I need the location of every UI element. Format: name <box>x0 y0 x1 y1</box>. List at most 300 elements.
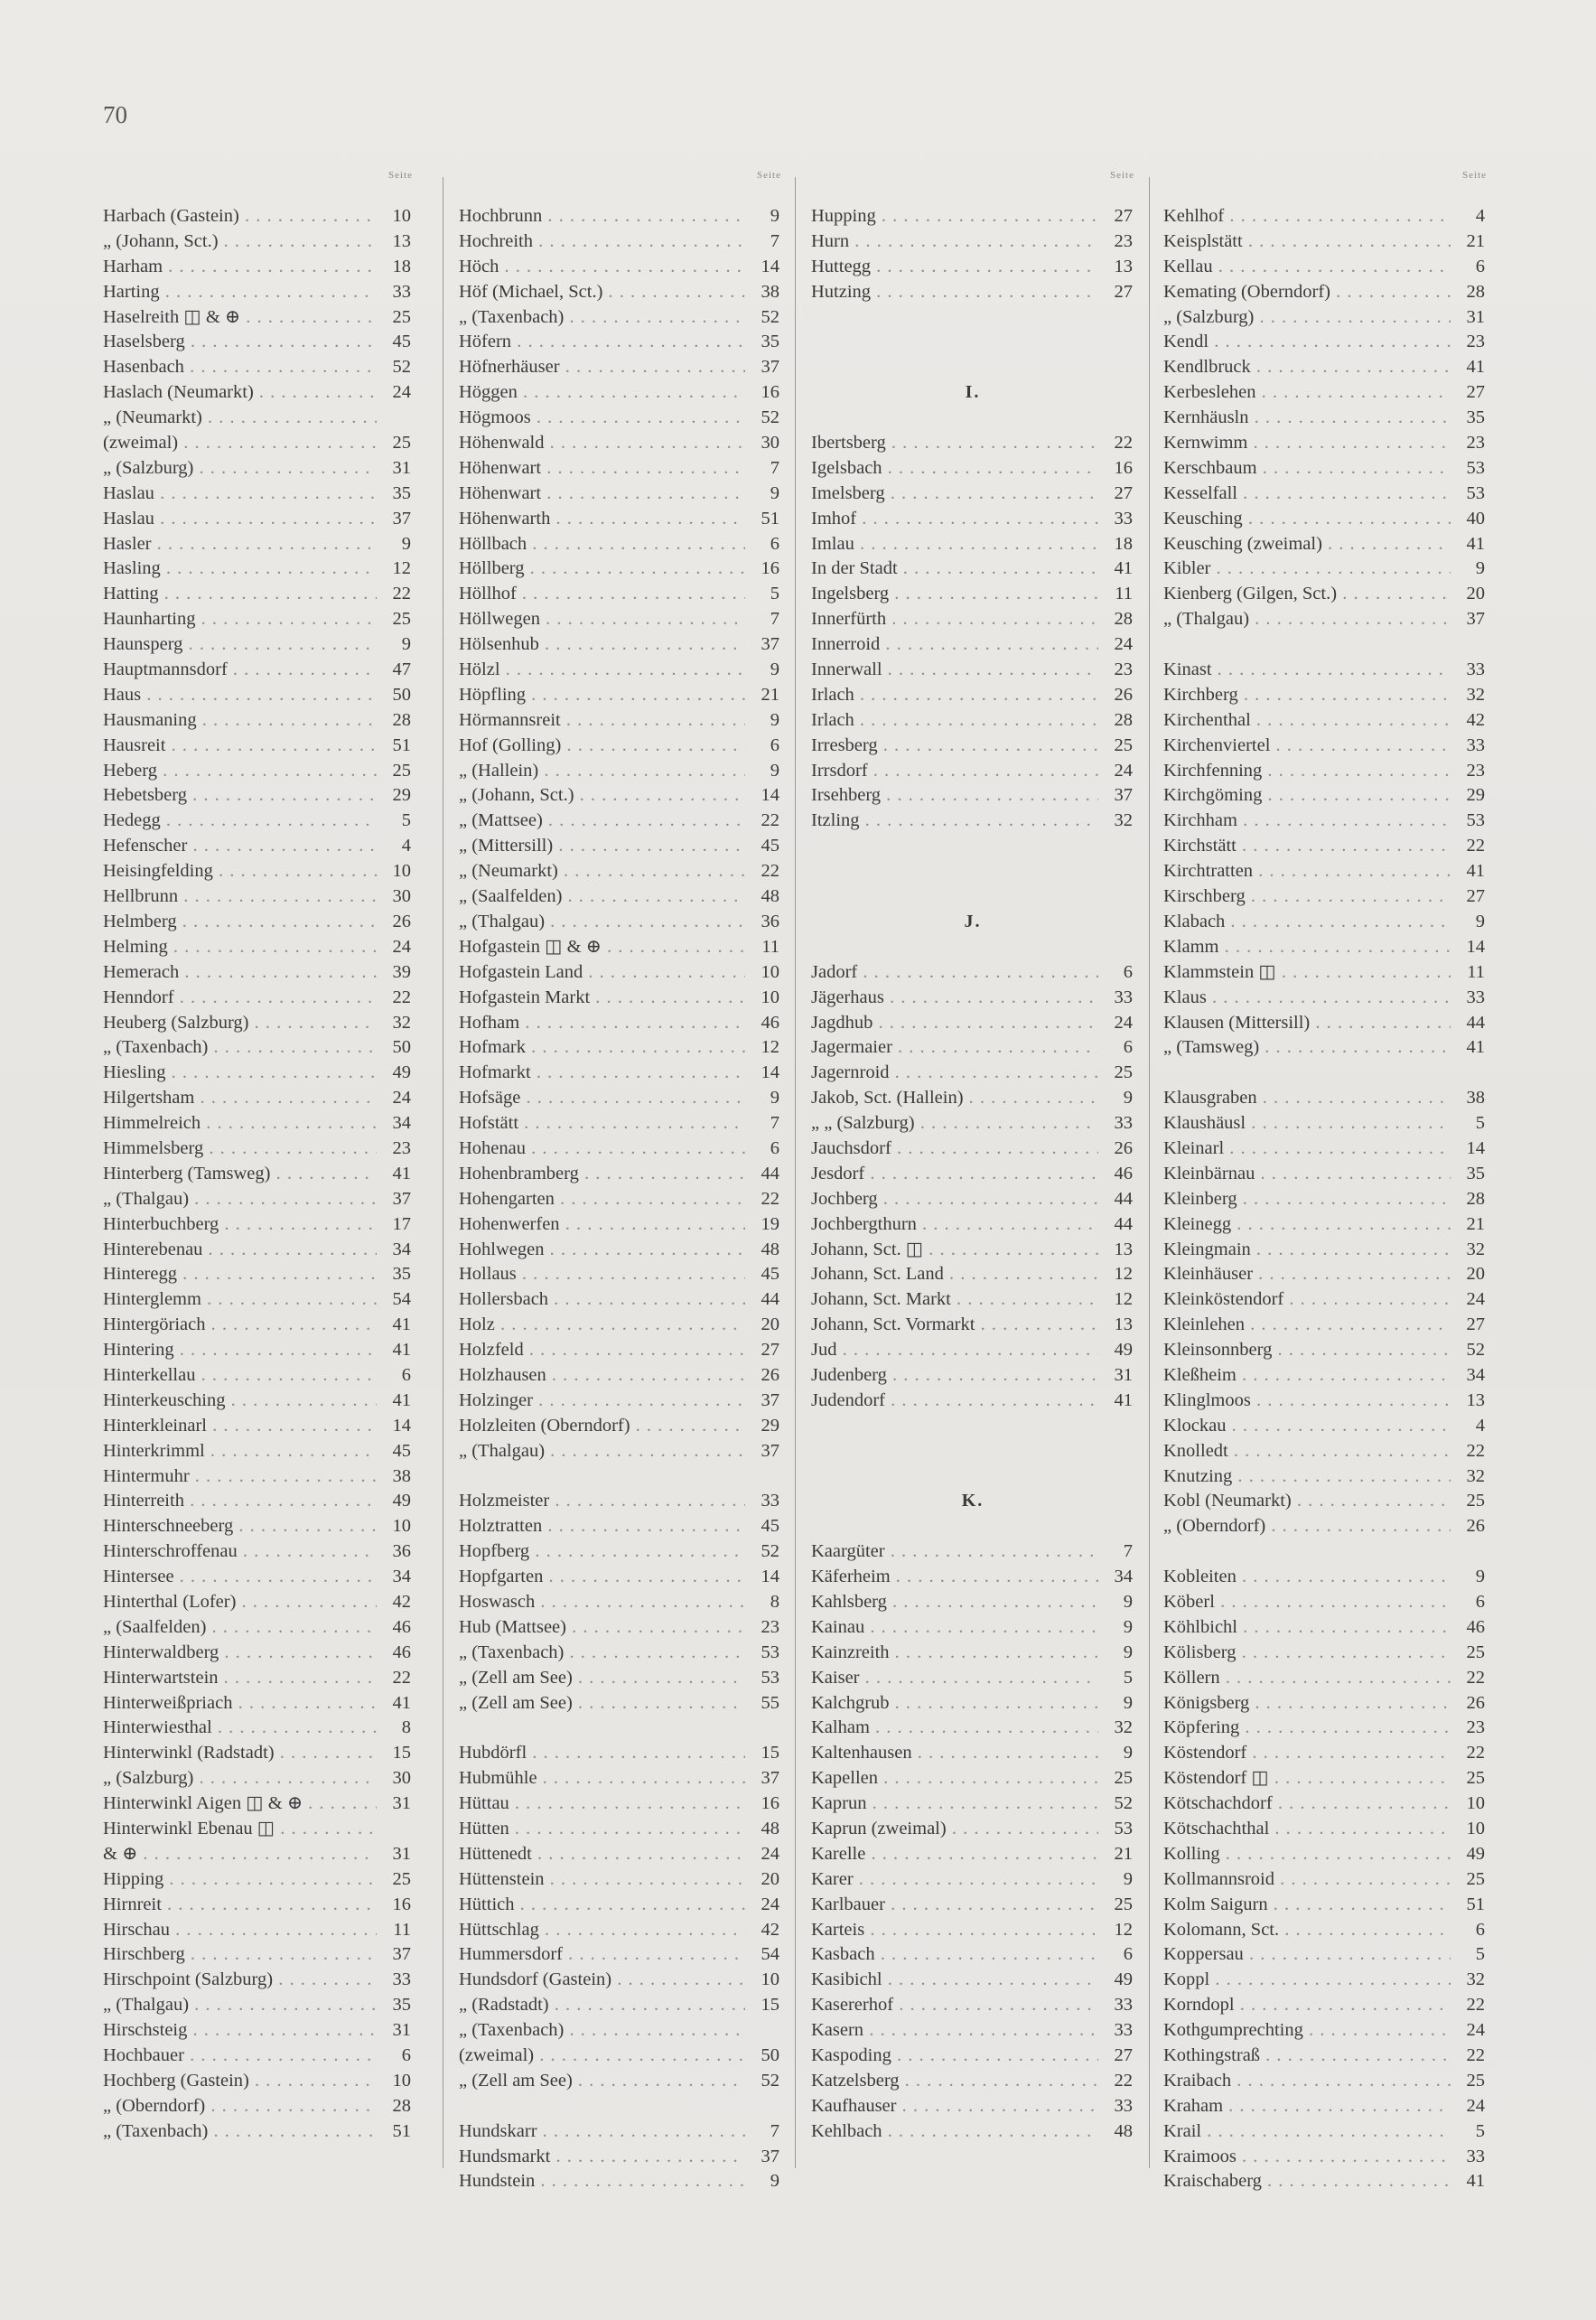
entry-page-number: 35 <box>761 332 779 352</box>
index-entry <box>1163 355 1487 380</box>
entry-name: Irrsdorf . . . <box>811 759 1098 784</box>
index-entry <box>1163 1389 1487 1414</box>
entry-name: Kirchstätt . . . <box>1163 834 1451 859</box>
index-entry <box>1163 935 1487 960</box>
entry-name: Hochreith . . . <box>459 229 745 255</box>
index-entry <box>811 1389 1134 1414</box>
index-entry <box>459 1791 781 1817</box>
index-entry <box>1163 1942 1487 1968</box>
entry-page-number: 5 <box>770 584 779 604</box>
index-entry <box>103 1867 413 1893</box>
entry-name: Hirschpoint (Salzburg) . . . <box>103 1968 377 1993</box>
entry-name: „ (Hallein) . . . <box>459 759 745 784</box>
entry-name: Hofgastein ◫ & ⊕ . . . <box>459 935 745 960</box>
entry-page-number: 32 <box>392 1012 411 1033</box>
index-entry <box>811 532 1134 557</box>
entry-page-number: 9 <box>1475 911 1485 931</box>
entry-name: Jesdorf . . . <box>811 1162 1098 1187</box>
index-entry <box>1163 406 1487 431</box>
index-entry <box>103 1942 413 1968</box>
entry-name: Hofmark . . . <box>459 1035 745 1061</box>
entry-page-number: 28 <box>392 709 411 730</box>
entry-name: Irresberg . . . <box>811 734 1098 759</box>
index-entry <box>811 1137 1134 1162</box>
index-entry <box>103 1011 413 1036</box>
index-entry <box>459 330 781 355</box>
entry-name: (zweimal) . . . <box>459 2044 745 2069</box>
entry-name: Kehlbach . . . <box>811 2119 1098 2145</box>
index-entry <box>103 1741 413 1766</box>
entry-page-number: 55 <box>761 1692 779 1713</box>
entry-page-number: 46 <box>1114 1163 1133 1183</box>
entry-page-number: 41 <box>1466 533 1485 554</box>
entry-name: Holzfeld . . . <box>459 1338 745 1363</box>
entry-page-number: 14 <box>392 1415 411 1436</box>
entry-page-number: 18 <box>1114 533 1133 554</box>
entry-page-number: 30 <box>761 433 779 454</box>
entry-page-number: 37 <box>761 634 779 655</box>
entry-page-number: 22 <box>392 584 411 604</box>
entry-page-number: 5 <box>401 810 411 831</box>
entry-name: Hofstätt . . . <box>459 1111 745 1137</box>
entry-name: Jochbergthurn . . . <box>811 1212 1098 1238</box>
entry-page-number: 5 <box>1475 2120 1485 2141</box>
entry-page-number: 10 <box>1466 1819 1485 1838</box>
entry-page-number: 6 <box>1123 961 1133 982</box>
index-entry <box>459 305 781 331</box>
entry-page-number: 37 <box>1466 609 1485 630</box>
entry-name: Kirchfenning . . . <box>1163 759 1451 784</box>
index-column-2 <box>459 170 781 2192</box>
index-entry <box>811 204 1134 229</box>
entry-page-number: 48 <box>761 1239 779 1259</box>
entry-name: Haus . . . <box>103 683 377 708</box>
entry-name: Hinterglemm . . . <box>103 1287 377 1313</box>
entry-name: Hintermuhr . . . <box>103 1464 377 1490</box>
column-header-seite: Seite <box>757 170 781 181</box>
index-entry <box>459 507 781 532</box>
index-entry <box>103 2094 413 2119</box>
entry-page-number: 37 <box>761 1768 779 1789</box>
entry-name: Kaiser . . . <box>811 1666 1098 1691</box>
entry-page-number: 52 <box>761 306 779 327</box>
entry-name: (zweimal) . . . <box>103 431 377 456</box>
index-entry <box>103 1464 413 1490</box>
index-entry <box>811 431 1134 456</box>
entry-page-number: 25 <box>392 760 411 781</box>
entry-name: Innerfürth . . . <box>811 607 1098 632</box>
entry-name: Höf (Michael, Sct.) . . . <box>459 280 745 305</box>
index-entry <box>1163 1262 1487 1287</box>
index-entry <box>811 557 1134 582</box>
entry-page-number: 20 <box>761 1868 779 1889</box>
index-entry <box>1163 759 1487 784</box>
index-entry <box>103 380 413 406</box>
entry-name: Kleinarl . . . <box>1163 1137 1451 1162</box>
entry-name: Hedegg . . . <box>103 809 377 834</box>
entry-name: Johann, Sct. Land . . . <box>811 1262 1098 1287</box>
entry-name: Haunsperg . . . <box>103 632 377 658</box>
index-entry <box>459 1893 781 1918</box>
entry-name: Himmelsberg . . . <box>103 1137 377 1162</box>
index-entry <box>811 1338 1134 1363</box>
index-entry <box>811 1287 1134 1313</box>
index-entry <box>103 1238 413 1263</box>
index-entry <box>103 1086 413 1111</box>
index-entry <box>811 1741 1134 1766</box>
index-entry <box>459 280 781 305</box>
entry-name: Hintersee . . . <box>103 1565 377 1590</box>
entry-page-number: 33 <box>1466 660 1485 680</box>
entry-page-number: 9 <box>1123 1088 1133 1109</box>
entry-name: Hinterbuchberg . . . <box>103 1212 377 1238</box>
entry-page-number: 33 <box>1114 508 1133 529</box>
entry-page-number: 21 <box>761 684 779 705</box>
entry-name: Hirschberg . . . <box>103 1942 377 1968</box>
entry-name: Klamm . . . <box>1163 935 1451 960</box>
entry-page-number: 44 <box>1114 1188 1133 1209</box>
entry-name: Hundstein . . . <box>459 2169 745 2194</box>
entry-name: Höggen . . . <box>459 380 745 406</box>
entry-name: „ (Thalgau) . . . <box>459 910 745 935</box>
section-letter: K. <box>961 1491 985 1511</box>
index-entry <box>1163 1867 1487 1893</box>
entry-page-number: 12 <box>1114 1289 1133 1310</box>
entry-page-number: 33 <box>761 1491 779 1511</box>
entry-page-number: 13 <box>392 230 411 251</box>
entry-name: Höllberg . . . <box>459 557 745 582</box>
entry-page-number: 28 <box>1466 281 1485 302</box>
index-entry <box>103 1539 413 1565</box>
entry-name: Kaspoding . . . <box>811 2044 1098 2069</box>
index-entry <box>811 1363 1134 1389</box>
entry-page-number: 9 <box>401 634 411 655</box>
entry-name: Kleinhäuser . . . <box>1163 1262 1451 1287</box>
entry-name: Kerbeslehen . . . <box>1163 380 1451 406</box>
index-entry <box>811 1942 1134 1968</box>
blank-row <box>1163 1539 1487 1565</box>
index-entry <box>811 809 1134 834</box>
blank-row <box>811 884 1134 910</box>
index-entry <box>459 1489 781 1514</box>
entry-page-number: 21 <box>1466 230 1485 251</box>
entry-page-number: 41 <box>1466 861 1485 882</box>
index-entry <box>103 859 413 884</box>
entry-page-number: 48 <box>1114 2120 1133 2141</box>
entry-page-number: 36 <box>761 911 779 931</box>
entry-name: „ (Radstadt) . . . <box>459 1993 745 2018</box>
blank-row <box>811 935 1134 960</box>
index-entry <box>811 1061 1134 1086</box>
index-entry <box>1163 1111 1487 1137</box>
entry-name: Karer . . . <box>811 1867 1098 1893</box>
entry-page-number: 19 <box>761 1213 779 1234</box>
entry-name: „ (Oberndorf) . . . <box>1163 1514 1451 1539</box>
entry-name: Keusching (zweimal) . . . <box>1163 532 1451 557</box>
entry-name: Heberg . . . <box>103 759 377 784</box>
index-entry <box>1163 456 1487 482</box>
entry-name: Hellbrunn . . . <box>103 884 377 910</box>
entry-page-number: 7 <box>770 2120 779 2141</box>
index-entry <box>811 1086 1134 1111</box>
index-entry <box>1163 683 1487 708</box>
entry-name: Keisplstätt . . . <box>1163 229 1451 255</box>
entry-name: Imlau . . . <box>811 532 1098 557</box>
entry-page-number: 54 <box>761 1944 779 1965</box>
entry-name: Kolomann, Sct. . . . <box>1163 1918 1451 1943</box>
entry-page-number: 16 <box>1114 457 1133 478</box>
entry-name: Hatting . . . <box>103 582 377 607</box>
entry-page-number: 10 <box>392 1516 411 1537</box>
entry-page-number: 33 <box>1114 2020 1133 2041</box>
entry-name: Holzleiten (Oberndorf) . . . <box>459 1414 745 1439</box>
entry-name: „ (Zell am See) . . . <box>459 2069 745 2094</box>
index-entry <box>811 1716 1134 1741</box>
entry-name: Igelsbach . . . <box>811 456 1098 482</box>
entry-page-number: 25 <box>1466 1491 1485 1511</box>
entry-name: Kasern . . . <box>811 2018 1098 2044</box>
entry-name: Hinterkellau . . . <box>103 1363 377 1389</box>
entry-name: Köllern . . . <box>1163 1666 1451 1691</box>
entry-page-number: 6 <box>401 1364 411 1385</box>
entry-page-number: 53 <box>1466 457 1485 478</box>
index-entry <box>103 482 413 507</box>
index-entry <box>1163 255 1487 280</box>
blank-row <box>811 1514 1134 1539</box>
entry-page-number: 6 <box>770 533 779 554</box>
entry-name: Kolm Saigurn . . . <box>1163 1893 1451 1918</box>
entry-name: Kainau . . . <box>811 1615 1098 1641</box>
entry-page-number: 25 <box>392 433 411 454</box>
entry-name: Irlach . . . <box>811 683 1098 708</box>
entry-page-number: 35 <box>1466 407 1485 428</box>
entry-page-number: 34 <box>392 1567 411 1587</box>
index-entry <box>811 2018 1134 2044</box>
index-entry <box>811 1212 1134 1238</box>
entry-page-number: 11 <box>761 936 779 957</box>
index-entry <box>103 1162 413 1187</box>
entry-page-number: 28 <box>1466 1188 1485 1209</box>
entry-name: Hebetsberg . . . <box>103 783 377 809</box>
index-entry <box>459 783 781 809</box>
entry-name: Harting . . . <box>103 280 377 305</box>
entry-page-number: 33 <box>392 1969 411 1990</box>
index-entry <box>811 1842 1134 1867</box>
entry-page-number: 24 <box>1114 634 1133 655</box>
entry-name: Harham . . . <box>103 255 377 280</box>
entry-name: Höfnerhäuser . . . <box>459 355 745 380</box>
entry-page-number: 24 <box>392 936 411 957</box>
entry-page-number: 25 <box>1114 1768 1133 1789</box>
index-entry <box>459 632 781 658</box>
entry-name: Hüttich . . . <box>459 1893 745 1918</box>
entry-name: Köhlbichl . . . <box>1163 1615 1451 1641</box>
index-entry <box>811 632 1134 658</box>
index-entry <box>459 1137 781 1162</box>
entry-page-number: 26 <box>1114 1137 1133 1158</box>
entry-page-number: 28 <box>1114 609 1133 630</box>
index-entry <box>1163 1238 1487 1263</box>
index-entry <box>811 783 1134 809</box>
entry-page-number: 52 <box>1466 1340 1485 1361</box>
entry-name: Kraham . . . <box>1163 2094 1451 2119</box>
entry-name: Holzhausen . . . <box>459 1363 745 1389</box>
index-entry <box>1163 1011 1487 1036</box>
entry-page-number: 41 <box>392 1163 411 1183</box>
section-heading <box>811 1489 1134 1514</box>
index-entry <box>103 1615 413 1641</box>
entry-name: Karteis . . . <box>811 1918 1098 1943</box>
entry-page-number: 45 <box>392 332 411 352</box>
index-entry <box>1163 2169 1487 2194</box>
entry-page-number: 23 <box>1466 332 1485 352</box>
entry-page-number: 33 <box>1114 1995 1133 2016</box>
entry-page-number: 6 <box>1123 1944 1133 1965</box>
entry-name: Holz . . . <box>459 1313 745 1338</box>
entry-name: Hundsdorf (Gastein) . . . <box>459 1968 745 1993</box>
entry-name: Jagdhub . . . <box>811 1011 1098 1036</box>
index-entry <box>459 1842 781 1867</box>
index-entry <box>103 280 413 305</box>
entry-name: Hörmannsreit . . . <box>459 708 745 734</box>
entry-page-number: 9 <box>1123 1868 1133 1889</box>
entry-name: Hinterreith . . . <box>103 1489 377 1514</box>
entry-page-number: 45 <box>392 1440 411 1461</box>
entry-name: Innerroid . . . <box>811 632 1098 658</box>
entry-name: Kleinsonnberg . . . <box>1163 1338 1451 1363</box>
entry-name: Kötschachdorf . . . <box>1163 1791 1451 1817</box>
entry-page-number: 42 <box>1466 709 1485 730</box>
section-heading <box>811 380 1134 406</box>
index-entry <box>459 1641 781 1666</box>
index-entry <box>1163 380 1487 406</box>
entry-name: Hölzl . . . <box>459 658 745 683</box>
index-entry <box>103 1666 413 1691</box>
entry-page-number: 42 <box>392 1591 411 1612</box>
index-entry <box>103 582 413 607</box>
entry-name: Haslau . . . <box>103 507 377 532</box>
index-entry <box>459 910 781 935</box>
entry-page-number: 25 <box>1114 1062 1133 1083</box>
entry-page-number: 24 <box>761 1894 779 1914</box>
entry-page-number: 12 <box>1114 1919 1133 1940</box>
index-entry <box>1163 1691 1487 1717</box>
entry-page-number: 9 <box>1123 1743 1133 1763</box>
entry-name: Judenberg . . . <box>811 1363 1098 1389</box>
entry-page-number: 21 <box>1466 1213 1485 1234</box>
index-entry <box>1163 1918 1487 1943</box>
entry-page-number: 32 <box>1114 1717 1133 1738</box>
index-entry <box>459 1389 781 1414</box>
entry-name: Kötschachthal . . . <box>1163 1817 1451 1842</box>
entry-name: Kalchgrub . . . <box>811 1691 1098 1717</box>
entry-page-number: 54 <box>392 1289 411 1310</box>
index-entry <box>103 783 413 809</box>
index-entry <box>103 2119 413 2145</box>
entry-page-number: 35 <box>1466 1163 1485 1183</box>
index-entry <box>1163 1968 1487 1993</box>
entry-name: Klammstein ◫ . . . <box>1163 960 1451 986</box>
entry-name: Kirchenviertel . . . <box>1163 734 1451 759</box>
blank-row <box>459 2094 781 2119</box>
index-entry <box>811 229 1134 255</box>
index-entry <box>1163 910 1487 935</box>
entry-page-number: 45 <box>761 1516 779 1537</box>
entry-page-number: 25 <box>392 306 411 327</box>
index-entry <box>459 1817 781 1842</box>
index-entry <box>103 1262 413 1287</box>
index-entry <box>103 1993 413 2018</box>
entry-name: Itzling . . . <box>811 809 1098 834</box>
index-entry <box>103 1137 413 1162</box>
entry-name: „ (Taxenbach) . . . <box>103 2119 377 2145</box>
index-entry <box>811 1993 1134 2018</box>
index-entry <box>103 1968 413 1993</box>
entry-page-number: 23 <box>761 1616 779 1637</box>
entry-name: Imhof . . . <box>811 507 1098 532</box>
index-entry <box>459 1287 781 1313</box>
entry-name: Kölisberg . . . <box>1163 1641 1451 1666</box>
entry-page-number: 45 <box>761 1264 779 1285</box>
index-entry <box>1163 1035 1487 1061</box>
entry-page-number: 10 <box>392 2070 411 2091</box>
entry-name: Hüttenstein . . . <box>459 1867 745 1893</box>
entry-name: Kleingmain . . . <box>1163 1238 1451 1263</box>
entry-name: Höpfling . . . <box>459 683 745 708</box>
entry-name: Kraimoos . . . <box>1163 2145 1451 2170</box>
index-entry <box>459 380 781 406</box>
entry-page-number: 41 <box>1114 1389 1133 1410</box>
entry-name: Koppersau . . . <box>1163 1942 1451 1968</box>
entry-page-number: 26 <box>1466 1516 1485 1537</box>
index-entry <box>811 280 1134 305</box>
index-entry <box>459 2044 781 2069</box>
entry-name: Hölsenhub . . . <box>459 632 745 658</box>
entry-page-number: 35 <box>392 482 411 503</box>
entry-page-number: 6 <box>770 734 779 755</box>
entry-page-number: 27 <box>1114 482 1133 503</box>
entry-name: Kobl (Neumarkt) . . . <box>1163 1489 1451 1514</box>
entry-page-number: 30 <box>392 886 411 907</box>
entry-page-number: 24 <box>761 1843 779 1864</box>
entry-page-number: 44 <box>761 1289 779 1310</box>
entry-name: Jägerhaus . . . <box>811 986 1098 1011</box>
entry-name: Hirschau . . . <box>103 1918 377 1943</box>
entry-page-number: 9 <box>1475 558 1485 579</box>
entry-name: Kalham . . . <box>811 1716 1098 1741</box>
column-header-seite: Seite <box>1462 170 1487 181</box>
index-entry <box>459 708 781 734</box>
entry-name: „ (Zell am See) . . . <box>459 1666 745 1691</box>
blank-row <box>1163 1061 1487 1086</box>
entry-page-number: 8 <box>770 1591 779 1612</box>
entry-name: Johann, Sct. Markt . . . <box>811 1287 1098 1313</box>
entry-page-number: 46 <box>392 1616 411 1637</box>
entry-name: Hofham . . . <box>459 1011 745 1036</box>
index-entry <box>103 1061 413 1086</box>
index-entry <box>1163 1641 1487 1666</box>
entry-page-number: 41 <box>1114 558 1133 579</box>
entry-page-number: 20 <box>1466 584 1485 604</box>
entry-page-number: 37 <box>1114 785 1133 806</box>
index-entry <box>103 557 413 582</box>
entry-name: Hofgastein Land . . . <box>459 960 745 986</box>
entry-page-number: 7 <box>770 1113 779 1134</box>
index-entry <box>1163 1287 1487 1313</box>
entry-page-number: 21 <box>1114 1843 1133 1864</box>
section-letter: J. <box>964 911 982 931</box>
entry-page-number: 15 <box>761 1995 779 2016</box>
